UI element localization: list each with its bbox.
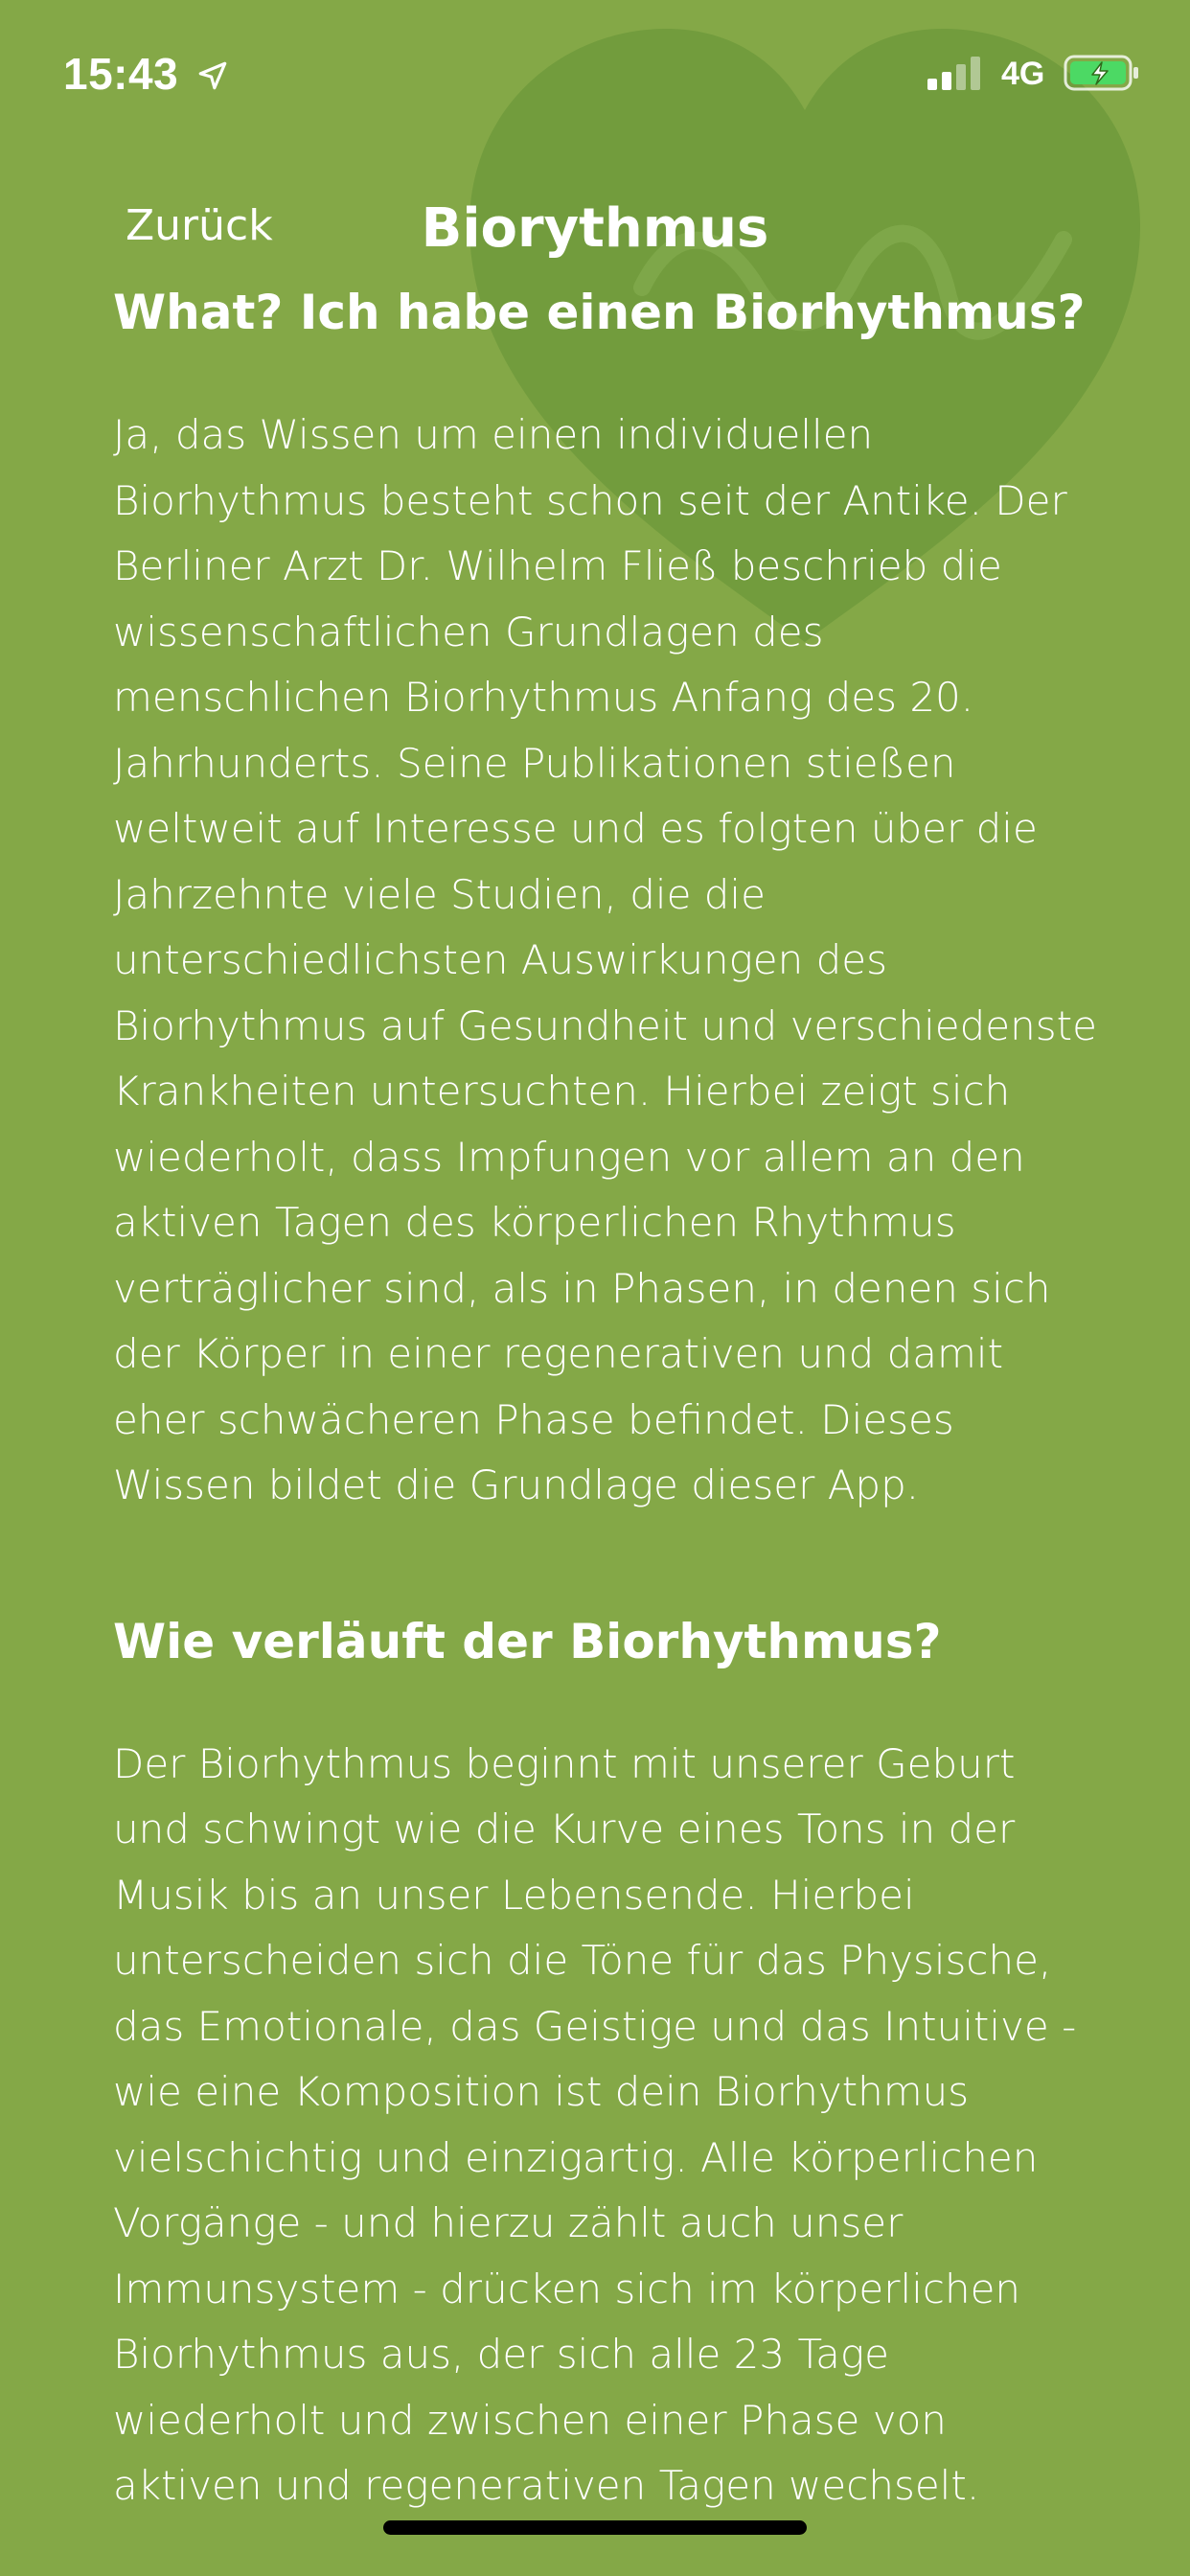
- status-bar: [0, 0, 1190, 125]
- page-title: Biorythmus: [421, 197, 769, 260]
- section-text: Ja, das Wissen um einen individuellen Biorhythmus besteht schon seit der Antike. Der Berliner Arzt Dr. Wilhelm Fließ beschrieb die wissenschaftlichen Grundlagen des menschlichen Biorhythmus Anfang des 20. Jahrhunderts. Seine Publikationen stießen weltweit auf Interesse und es folgten über die Jahrzehnte viele Studien, die die unterschiedlichsten Auswirkungen des Biorhythmus auf Gesundheit und verschiedenste Krankheiten untersuchten. Hierbei zeigt sich wiederholt, dass Impfungen vor allem an den aktiven Tagen des körperlichen Rhythmus verträglicher sind, als in Phasen, in denen sich der Körper in einer regenerativen und damit eher schwächeren Phase befindet. Dieses Wissen bildet die Grundlage dieser App.: [113, 411, 1097, 1508]
- section-text: Der Biorhythmus beginnt mit unserer Geburt und schwingt wie die Kurve eines Tons in der Musik bis an unser Lebensende. Hierbei unterscheiden sich die Töne für das Physische, das Emotionale, das Geistige und das Intuitive - wie eine Komposition ist dein Biorhythmus vielschichtig und einzigartig. Alle körperlichen Vorgänge - und hierzu zählt auch unser Immunsystem - drücken sich im körperlichen Biorhythmus aus, der sich alle 23 Tage wiederholt und zwischen einer Phase von aktiven und regenerativen Tagen wechselt.: [113, 1739, 1077, 2509]
- network-type: 4G: [1001, 56, 1045, 92]
- cellular-signal-icon: [926, 56, 985, 90]
- section-heading: What? Ich habe einen Biorhythmus?: [113, 285, 1086, 340]
- info-content[interactable]: [113, 278, 1100, 2519]
- home-indicator[interactable]: [383, 2520, 807, 2535]
- location-arrow-icon: [196, 59, 229, 92]
- back-button[interactable]: Zurück: [126, 201, 273, 250]
- status-time: 15:43: [63, 49, 179, 99]
- battery-charging-icon: [1064, 54, 1140, 92]
- section-heading: Wie verläuft der Biorhythmus?: [113, 1613, 942, 1669]
